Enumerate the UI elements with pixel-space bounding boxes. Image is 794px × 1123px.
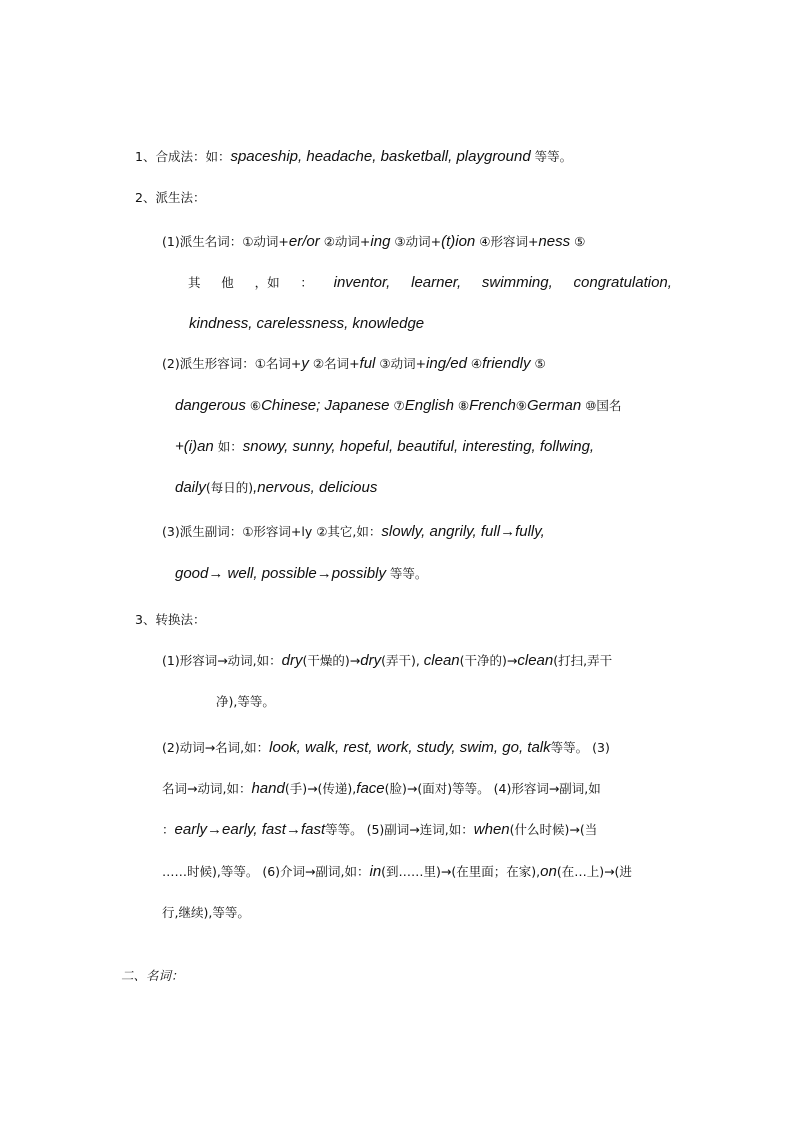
text-segment: (2)派生形容词：①名词+: [162, 356, 302, 371]
text-segment: (干净的)→: [459, 653, 518, 668]
text-segment: German: [527, 397, 582, 414]
text-segment: swimming,: [481, 274, 553, 291]
text-segment: ：: [162, 822, 175, 837]
text-segment: ness: [538, 233, 571, 250]
conversion-1-line-2: 净),等等。: [216, 694, 275, 709]
text-segment: (脸)→(面对)等等。 (4)形容词→副词,如: [384, 781, 601, 796]
text-segment: congratulation,: [573, 274, 672, 291]
derived-adjectives-line-2: [175, 396, 621, 416]
text-segment: dangerous: [175, 397, 246, 414]
text-segment: clean: [423, 652, 460, 669]
text-segment: good→ well, possible→possibly: [175, 565, 386, 582]
text-segment: ⑦: [389, 398, 405, 413]
text-segment: ③动词+: [390, 234, 442, 249]
text-segment: 等等。 (3): [550, 740, 610, 755]
text-segment: (打扫,弄干: [553, 653, 613, 668]
text-segment: on: [540, 863, 557, 880]
text-segment: in: [369, 863, 382, 880]
text-segment: (到……里)→(在里面；在家),: [381, 864, 541, 879]
text-segment: ③动词+: [375, 356, 427, 371]
text-segment: 他: [221, 275, 234, 290]
text-segment: (1)形容词→动词,如：: [162, 653, 282, 668]
derived-nouns-line-3: kindness, carelessness, knowledge: [189, 315, 425, 332]
text-segment: dry: [360, 652, 382, 669]
derived-adjectives-line-1: [162, 354, 546, 374]
conversion-2-line-2: [162, 779, 601, 799]
conversion-2-line-1: [162, 738, 610, 758]
text-segment: clean: [517, 652, 554, 669]
text-segment: ⑤: [530, 356, 546, 371]
text-segment: look, walk, rest, work, study, swim, go, talk: [269, 739, 551, 756]
text-segment: ④: [466, 356, 483, 371]
text-segment: ⑥: [245, 398, 262, 413]
section-1-line: [135, 147, 572, 167]
text-segment: learner,: [411, 274, 462, 291]
text-segment: ……时候),等等。 (6)介词→副词,如：: [162, 864, 370, 879]
text-segment: when: [473, 821, 510, 838]
text-segment: slowly, angrily, full→fully,: [381, 523, 545, 540]
conversion-2-line-4: [162, 862, 632, 882]
text-segment: ②动词+: [319, 234, 371, 249]
text-segment: English: [404, 397, 454, 414]
text-segment: ⑩国名: [581, 398, 622, 413]
text-segment: (弄干),: [381, 653, 424, 668]
derived-nouns-line-2: [188, 273, 672, 293]
text-segment: (3)派生副词：①形容词+ly ②其它,如：: [162, 524, 382, 539]
text-segment: dry: [281, 652, 303, 669]
derived-adverbs-line-1: [162, 522, 545, 542]
text-segment: (t)ion: [441, 233, 476, 250]
text-segment: ⑤: [570, 234, 586, 249]
text-segment: 等等。: [385, 566, 428, 581]
text-segment: y: [301, 355, 309, 372]
text-segment: (每日的): [205, 480, 254, 495]
text-segment: ing/ed: [426, 355, 467, 372]
text-segment: 等等。 (5)副词→连词,如：: [325, 822, 474, 837]
section-1-label: 1、合成法：如：: [135, 149, 231, 164]
text-segment: +(i)an: [175, 438, 214, 455]
conversion-2-line-5: 行,继续),等等。: [162, 905, 250, 920]
text-segment: ing: [370, 233, 391, 250]
text-segment: French: [469, 397, 516, 414]
text-segment: inventor,: [333, 274, 391, 291]
text-segment: (1)派生名词：①动词+: [162, 234, 289, 249]
text-segment: 名词→动词,如：: [162, 781, 252, 796]
text-segment: ,nervous, delicious: [253, 479, 378, 496]
section-1-suffix: 等等。: [530, 149, 573, 164]
text-segment: (手)→(传递),: [284, 781, 357, 796]
text-segment: 如：: [213, 439, 243, 454]
text-segment: (2)动词→名词,如：: [162, 740, 270, 755]
derived-adjectives-line-4: [175, 478, 377, 498]
derived-nouns-line-1: [162, 232, 585, 252]
section-2-heading: 2、派生法：: [135, 190, 206, 205]
derived-adverbs-line-2: [175, 564, 427, 584]
text-segment: ②名词+: [308, 356, 360, 371]
text-segment: early→early, fast→fast: [174, 821, 326, 838]
text-segment: snowy, sunny, hopeful, beautiful, interesting, follwing,: [242, 438, 595, 455]
derived-adjectives-line-3: [175, 437, 594, 457]
text-segment: ：: [300, 275, 313, 290]
conversion-1-line-1: [162, 651, 612, 671]
text-segment: daily: [175, 479, 206, 496]
conversion-2-line-3: [162, 820, 597, 840]
text-segment: 其: [188, 275, 201, 290]
text-segment: Chinese; Japanese: [261, 397, 390, 414]
nouns-heading: 二、名词：: [121, 968, 184, 983]
text-segment: (在…上)→(进: [556, 864, 632, 879]
text-segment: ④形容词+: [475, 234, 539, 249]
text-segment: (干燥的)→: [302, 653, 361, 668]
text-segment: ⑨: [515, 398, 528, 413]
section-3-heading: 3、转换法：: [135, 612, 206, 627]
text-segment: friendly: [482, 355, 531, 372]
text-segment: hand: [251, 780, 285, 797]
text-segment: ，如: [254, 275, 280, 290]
text-segment: er/or: [288, 233, 320, 250]
text-segment: face: [356, 780, 385, 797]
text-segment: ful: [359, 355, 376, 372]
section-1-examples: spaceship, headache, basketball, playground: [230, 148, 531, 165]
text-segment: (什么时候)→(当: [509, 822, 598, 837]
text-segment: ⑧: [453, 398, 470, 413]
